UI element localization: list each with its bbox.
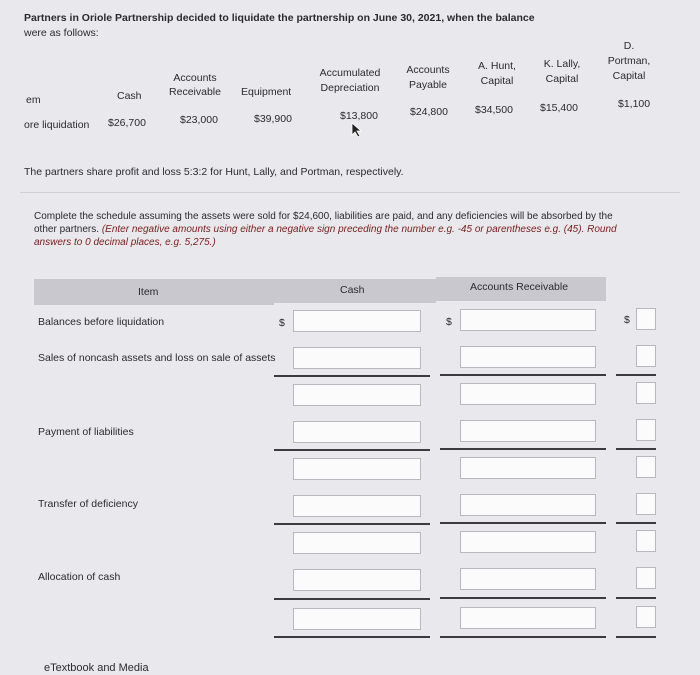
- ar-input-balances[interactable]: [460, 309, 596, 331]
- value-cash: $26,700: [108, 117, 146, 129]
- header-equipment: Equipment: [241, 86, 292, 98]
- schedule-header-item: Item: [138, 286, 159, 298]
- underline: [616, 374, 656, 376]
- row-label: ore liquidation: [24, 119, 90, 131]
- cash-input-sales-2[interactable]: [293, 384, 421, 406]
- row-label-allocation: Allocation of cash: [38, 571, 121, 583]
- header-item: em: [26, 94, 41, 106]
- col3-input-payment-2[interactable]: [636, 456, 656, 478]
- row-label-balances: Balances before liquidation: [38, 316, 165, 328]
- cash-input-allocation-2[interactable]: [293, 608, 421, 630]
- double-underline: [440, 636, 606, 638]
- cash-input-transfer-2[interactable]: [293, 532, 421, 554]
- ar-input-transfer-2[interactable]: [460, 531, 596, 553]
- col3-input-transfer-2[interactable]: [636, 530, 656, 552]
- underline: [616, 448, 656, 450]
- col3-input-allocation-1[interactable]: [636, 567, 656, 589]
- value-accdep: $13,800: [340, 110, 378, 122]
- header-lally-2: Capital: [545, 73, 579, 85]
- etextbook-link[interactable]: eTextbook and Media: [44, 662, 149, 674]
- header-cash: Cash: [117, 90, 142, 102]
- cash-input-payment-2[interactable]: [293, 458, 421, 480]
- col3-input-sales-2[interactable]: [636, 382, 656, 404]
- instructions-main-end: other partners.: [34, 224, 100, 235]
- double-underline: [274, 636, 430, 638]
- row-label-sales: Sales of noncash assets and loss on sale of assets: [38, 352, 276, 364]
- header-ap-2: Payable: [409, 79, 447, 91]
- instructions-hint-1: (Enter negative amounts using either a negative sign preceding the number e.g. -45 or parentheses e.g. (45). Round: [101, 224, 617, 235]
- cash-input-transfer-1[interactable]: [293, 495, 421, 517]
- header-portman-3: Capital: [612, 70, 646, 82]
- underline: [440, 374, 606, 376]
- underline: [274, 449, 430, 451]
- header-ar-1: Accounts: [173, 72, 217, 84]
- header-accdep-1: Accumulated: [319, 67, 381, 79]
- profit-share-text: The partners share profit and loss 5:3:2 for Hunt, Lally, and Portman, respectively.: [24, 166, 404, 178]
- underline: [616, 522, 656, 524]
- value-ap: $24,800: [410, 106, 448, 118]
- value-ar: $23,000: [180, 114, 218, 126]
- col3-input-balances[interactable]: [636, 308, 656, 330]
- col3-input-allocation-2[interactable]: [636, 606, 656, 628]
- ar-input-payment-1[interactable]: [460, 420, 596, 442]
- cash-input-allocation-1[interactable]: [293, 569, 421, 591]
- double-underline: [616, 636, 656, 638]
- dollar-sign-ar: $: [446, 316, 452, 328]
- instructions-line-1: Complete the schedule assuming the assets were sold for $24,600, liabilities are paid, and any deficiencies will be absorbed by the: [34, 211, 613, 222]
- col3-input-transfer-1[interactable]: [636, 493, 656, 515]
- mouse-cursor-icon: [350, 122, 364, 138]
- ar-input-sales-1[interactable]: [460, 346, 596, 368]
- ar-input-payment-2[interactable]: [460, 457, 596, 479]
- ar-input-transfer-1[interactable]: [460, 494, 596, 516]
- underline: [274, 375, 430, 377]
- cash-input-payment-1[interactable]: [293, 421, 421, 443]
- header-portman-2: Portman,: [607, 55, 651, 67]
- row-label-payment: Payment of liabilities: [38, 426, 134, 438]
- header-portman-1: D.: [623, 40, 635, 52]
- instructions-line-2: [34, 223, 674, 236]
- ar-input-allocation-1[interactable]: [460, 568, 596, 590]
- col3-input-payment-1[interactable]: [636, 419, 656, 441]
- dollar-sign-col3: $: [624, 314, 630, 326]
- schedule-header-ar: Accounts Receivable: [470, 281, 569, 293]
- header-lally-1: K. Lally,: [543, 58, 581, 70]
- header-ar-2: Receivable: [169, 86, 221, 98]
- header-hunt-1: A. Hunt,: [478, 60, 516, 72]
- header-accdep-2: Depreciation: [320, 82, 380, 94]
- underline: [440, 597, 606, 599]
- value-lally: $15,400: [540, 102, 578, 114]
- underline: [274, 523, 430, 525]
- underline: [440, 448, 606, 450]
- divider: [20, 192, 680, 193]
- ar-input-allocation-2[interactable]: [460, 607, 596, 629]
- intro-line-2: were as follows:: [24, 27, 99, 39]
- header-hunt-2: Capital: [480, 75, 514, 87]
- intro-line-1: Partners in Oriole Partnership decided to liquidate the partnership on June 30, 2021, when the balance: [24, 12, 535, 24]
- schedule-header-cash: Cash: [340, 284, 365, 296]
- col3-input-sales-1[interactable]: [636, 345, 656, 367]
- value-hunt: $34,500: [475, 104, 513, 116]
- ar-input-sales-2[interactable]: [460, 383, 596, 405]
- instructions-hint-2: answers to 0 decimal places, e.g. 5,275.): [34, 237, 216, 248]
- dollar-sign-cash: $: [279, 317, 285, 329]
- cash-input-balances[interactable]: [293, 310, 421, 332]
- underline: [440, 522, 606, 524]
- row-label-transfer: Transfer of deficiency: [38, 498, 138, 510]
- underline: [616, 597, 656, 599]
- value-equipment: $39,900: [254, 113, 292, 125]
- underline: [274, 598, 430, 600]
- header-ap-1: Accounts: [406, 64, 450, 76]
- cash-input-sales-1[interactable]: [293, 347, 421, 369]
- value-portman: $1,100: [618, 98, 651, 110]
- instructions: [34, 210, 674, 249]
